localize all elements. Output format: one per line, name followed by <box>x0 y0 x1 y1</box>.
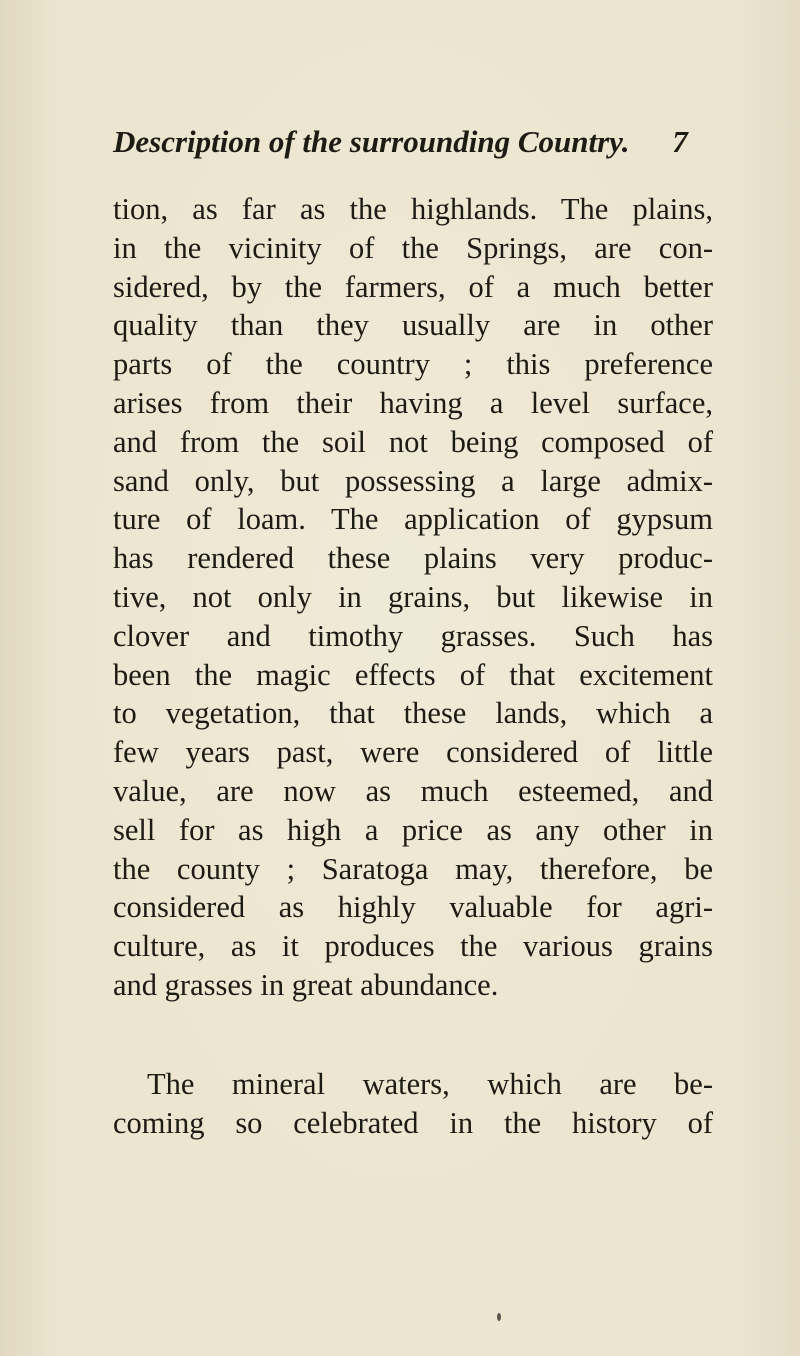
text-line: sand only, but possessing a large admix- <box>113 463 713 498</box>
text-line: value, are now as much esteemed, and <box>113 773 713 808</box>
text-line: parts of the country ; this preference <box>113 347 713 382</box>
text-line: to vegetation, that these lands, which a <box>113 696 713 731</box>
body-text <box>113 190 713 1142</box>
page-number: 7 <box>672 124 688 159</box>
text-line: few years past, were considered of little <box>113 735 713 770</box>
text-line: tion, as far as the highlands. The plains, <box>113 192 713 226</box>
text-line: culture, as it produces the various grains <box>113 929 713 964</box>
text-line: considered as highly valuable for agri- <box>113 890 713 925</box>
text-line: sidered, by the farmers, of a much better <box>113 269 713 304</box>
text-line: The mineral waters, which are be- <box>147 1066 713 1101</box>
text-line: tive, not only in grains, but likewise in <box>113 579 713 614</box>
text-line: the county ; Saratoga may, therefore, be <box>113 851 713 886</box>
ink-speck <box>497 1313 501 1321</box>
paragraph-spacer <box>113 1005 713 1065</box>
text-line: coming so celebrated in the history of <box>113 1105 713 1140</box>
text-line: been the magic effects of that excitement <box>113 657 713 692</box>
text-line: and grasses in great abundance. <box>113 967 499 1002</box>
paragraph-1 <box>113 190 713 1005</box>
text-line: has rendered these plains very produc- <box>113 541 713 576</box>
text-line: in the vicinity of the Springs, are con- <box>113 230 713 265</box>
text-line: sell for as high a price as any other in <box>113 812 713 847</box>
text-line: quality than they usually are in other <box>113 308 713 343</box>
text-line: and from the soil not being composed of <box>113 424 713 459</box>
text-line: clover and timothy grasses. Such has <box>113 618 713 653</box>
running-header: Description of the surrounding Country. <box>113 124 630 159</box>
text-line: arises from their having a level surface, <box>113 385 713 420</box>
paragraph-2 <box>113 1065 713 1143</box>
text-line: ture of loam. The application of gypsum <box>113 502 713 537</box>
